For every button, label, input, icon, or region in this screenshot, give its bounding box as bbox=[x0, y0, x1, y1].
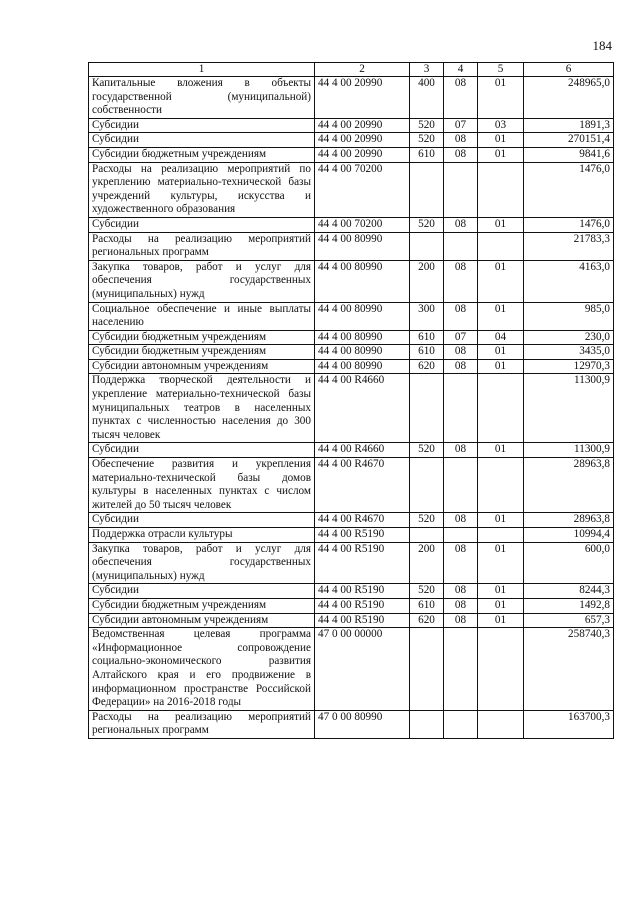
row-col4-cell: 08 bbox=[444, 302, 478, 330]
row-col4-cell: 08 bbox=[444, 359, 478, 374]
row-amount-cell: 163700,3 bbox=[524, 710, 614, 738]
header-col-2: 2 bbox=[315, 63, 410, 77]
row-col5-cell bbox=[478, 162, 524, 217]
row-col5-cell bbox=[478, 710, 524, 738]
header-col-3: 3 bbox=[410, 63, 444, 77]
row-amount-cell: 1476,0 bbox=[524, 217, 614, 232]
row-code-cell: 44 4 00 80990 bbox=[315, 345, 410, 360]
row-name-cell: Обеспечение развития и укрепления материально-технической базы домов культуры в населенных пунктах с числом жителей до 50 тысяч человек bbox=[89, 458, 315, 513]
row-col3-cell bbox=[410, 374, 444, 443]
row-amount-cell: 985,0 bbox=[524, 302, 614, 330]
row-amount-cell: 28963,8 bbox=[524, 513, 614, 528]
row-name-cell: Поддержка творческой деятельности и укрепление материально-технической базы муниципальных театров в населенных пунктах с численностью населения до 300 тысяч человек bbox=[89, 374, 315, 443]
row-col3-cell: 520 bbox=[410, 217, 444, 232]
row-name-cell: Расходы на реализацию мероприятий по укреплению материально-технической базы учреждений культуры, искусства и художественного образования bbox=[89, 162, 315, 217]
row-col3-cell: 610 bbox=[410, 345, 444, 360]
row-col3-cell: 400 bbox=[410, 77, 444, 119]
row-name-cell: Поддержка отрасли культуры bbox=[89, 528, 315, 543]
table-row bbox=[89, 542, 614, 584]
header-col-5: 5 bbox=[478, 63, 524, 77]
row-amount-cell: 258740,3 bbox=[524, 628, 614, 711]
row-col5-cell: 01 bbox=[478, 584, 524, 599]
row-col3-cell: 610 bbox=[410, 330, 444, 345]
row-col4-cell: 08 bbox=[444, 542, 478, 584]
row-amount-cell: 11300,9 bbox=[524, 374, 614, 443]
row-name-cell: Субсидии bbox=[89, 513, 315, 528]
row-code-cell: 44 4 00 80990 bbox=[315, 359, 410, 374]
row-amount-cell: 3435,0 bbox=[524, 345, 614, 360]
row-col4-cell bbox=[444, 232, 478, 260]
row-code-cell: 44 4 00 80990 bbox=[315, 260, 410, 302]
row-code-cell: 44 4 00 70200 bbox=[315, 217, 410, 232]
row-col3-cell bbox=[410, 458, 444, 513]
row-code-cell: 44 4 00 20990 bbox=[315, 147, 410, 162]
table-row bbox=[89, 710, 614, 738]
row-code-cell: 47 0 00 80990 bbox=[315, 710, 410, 738]
table-row bbox=[89, 232, 614, 260]
row-col4-cell: 08 bbox=[444, 133, 478, 148]
row-code-cell: 44 4 00 80990 bbox=[315, 232, 410, 260]
table-row bbox=[89, 260, 614, 302]
row-col3-cell: 520 bbox=[410, 513, 444, 528]
row-col3-cell bbox=[410, 528, 444, 543]
row-code-cell: 44 4 00 R4670 bbox=[315, 458, 410, 513]
row-amount-cell: 21783,3 bbox=[524, 232, 614, 260]
row-col5-cell: 01 bbox=[478, 513, 524, 528]
row-code-cell: 44 4 00 R4670 bbox=[315, 513, 410, 528]
row-code-cell: 44 4 00 80990 bbox=[315, 302, 410, 330]
row-code-cell: 44 4 00 R5190 bbox=[315, 584, 410, 599]
row-name-cell: Расходы на реализацию мероприятий региональных программ bbox=[89, 232, 315, 260]
row-name-cell: Субсидии бюджетным учреждениям bbox=[89, 330, 315, 345]
header-col-6: 6 bbox=[524, 63, 614, 77]
table-row bbox=[89, 628, 614, 711]
row-name-cell: Субсидии автономным учреждениям bbox=[89, 359, 315, 374]
row-col4-cell: 08 bbox=[444, 584, 478, 599]
row-col3-cell bbox=[410, 710, 444, 738]
row-col5-cell: 01 bbox=[478, 598, 524, 613]
page-number: 184 bbox=[592, 38, 612, 53]
row-col4-cell bbox=[444, 374, 478, 443]
row-col4-cell bbox=[444, 162, 478, 217]
row-col4-cell bbox=[444, 528, 478, 543]
row-col3-cell bbox=[410, 232, 444, 260]
row-code-cell: 47 0 00 00000 bbox=[315, 628, 410, 711]
row-col4-cell: 08 bbox=[444, 147, 478, 162]
row-col3-cell bbox=[410, 628, 444, 711]
row-amount-cell: 12970,3 bbox=[524, 359, 614, 374]
row-name-cell: Ведомственная целевая программа «Информационное сопровождение социально-экономического развития Алтайского края и его продвижение в информационном пространстве Российской Федерации» на 2016-2018 годы bbox=[89, 628, 315, 711]
table-row bbox=[89, 528, 614, 543]
row-name-cell: Субсидии bbox=[89, 133, 315, 148]
row-col5-cell: 01 bbox=[478, 613, 524, 628]
row-col5-cell bbox=[478, 528, 524, 543]
row-amount-cell: 657,3 bbox=[524, 613, 614, 628]
row-amount-cell: 230,0 bbox=[524, 330, 614, 345]
row-code-cell: 44 4 00 20990 bbox=[315, 133, 410, 148]
header-col-4: 4 bbox=[444, 63, 478, 77]
row-amount-cell: 270151,4 bbox=[524, 133, 614, 148]
row-col4-cell: 08 bbox=[444, 443, 478, 458]
row-amount-cell: 9841,6 bbox=[524, 147, 614, 162]
row-col3-cell: 200 bbox=[410, 260, 444, 302]
row-col4-cell: 08 bbox=[444, 217, 478, 232]
row-amount-cell: 1476,0 bbox=[524, 162, 614, 217]
row-col4-cell: 08 bbox=[444, 613, 478, 628]
row-col5-cell: 01 bbox=[478, 260, 524, 302]
row-code-cell: 44 4 00 20990 bbox=[315, 77, 410, 119]
row-col5-cell: 01 bbox=[478, 359, 524, 374]
row-name-cell: Закупка товаров, работ и услуг для обеспечения государственных (муниципальных) нужд bbox=[89, 260, 315, 302]
row-amount-cell: 4163,0 bbox=[524, 260, 614, 302]
budget-table bbox=[88, 62, 614, 739]
row-amount-cell: 28963,8 bbox=[524, 458, 614, 513]
table-body bbox=[89, 77, 614, 739]
row-name-cell: Субсидии автономным учреждениям bbox=[89, 613, 315, 628]
row-col4-cell bbox=[444, 458, 478, 513]
row-col3-cell bbox=[410, 162, 444, 217]
table-row bbox=[89, 359, 614, 374]
table-row bbox=[89, 217, 614, 232]
row-col5-cell bbox=[478, 628, 524, 711]
table-row bbox=[89, 598, 614, 613]
row-code-cell: 44 4 00 R4660 bbox=[315, 374, 410, 443]
row-col5-cell: 04 bbox=[478, 330, 524, 345]
row-col4-cell: 08 bbox=[444, 77, 478, 119]
row-col5-cell: 03 bbox=[478, 118, 524, 133]
table-row bbox=[89, 443, 614, 458]
row-name-cell: Субсидии bbox=[89, 443, 315, 458]
row-col3-cell: 520 bbox=[410, 133, 444, 148]
row-col3-cell: 620 bbox=[410, 613, 444, 628]
row-col3-cell: 620 bbox=[410, 359, 444, 374]
table-row bbox=[89, 77, 614, 119]
row-col4-cell: 08 bbox=[444, 345, 478, 360]
row-col3-cell: 300 bbox=[410, 302, 444, 330]
row-col4-cell bbox=[444, 628, 478, 711]
row-amount-cell: 248965,0 bbox=[524, 77, 614, 119]
row-name-cell: Субсидии bbox=[89, 584, 315, 599]
table-row bbox=[89, 330, 614, 345]
row-col5-cell bbox=[478, 232, 524, 260]
row-col3-cell: 610 bbox=[410, 147, 444, 162]
row-col4-cell: 08 bbox=[444, 598, 478, 613]
row-code-cell: 44 4 00 R4660 bbox=[315, 443, 410, 458]
table-row bbox=[89, 147, 614, 162]
row-code-cell: 44 4 00 R5190 bbox=[315, 542, 410, 584]
row-name-cell: Капитальные вложения в объекты государственной (муниципальной) собственности bbox=[89, 77, 315, 119]
row-col3-cell: 520 bbox=[410, 584, 444, 599]
row-code-cell: 44 4 00 20990 bbox=[315, 118, 410, 133]
table-row bbox=[89, 162, 614, 217]
row-col5-cell bbox=[478, 374, 524, 443]
row-amount-cell: 10994,4 bbox=[524, 528, 614, 543]
table-row bbox=[89, 458, 614, 513]
row-amount-cell: 1492,8 bbox=[524, 598, 614, 613]
row-amount-cell: 11300,9 bbox=[524, 443, 614, 458]
row-code-cell: 44 4 00 70200 bbox=[315, 162, 410, 217]
row-col5-cell bbox=[478, 458, 524, 513]
row-col3-cell: 200 bbox=[410, 542, 444, 584]
row-col3-cell: 610 bbox=[410, 598, 444, 613]
row-col4-cell: 08 bbox=[444, 513, 478, 528]
table-row bbox=[89, 374, 614, 443]
table-row bbox=[89, 613, 614, 628]
table-row bbox=[89, 584, 614, 599]
table-row bbox=[89, 345, 614, 360]
row-code-cell: 44 4 00 R5190 bbox=[315, 598, 410, 613]
row-col5-cell: 01 bbox=[478, 542, 524, 584]
row-code-cell: 44 4 00 R5190 bbox=[315, 528, 410, 543]
row-col4-cell: 07 bbox=[444, 118, 478, 133]
row-col3-cell: 520 bbox=[410, 443, 444, 458]
row-col5-cell: 01 bbox=[478, 345, 524, 360]
row-code-cell: 44 4 00 R5190 bbox=[315, 613, 410, 628]
row-amount-cell: 8244,3 bbox=[524, 584, 614, 599]
row-amount-cell: 600,0 bbox=[524, 542, 614, 584]
row-col5-cell: 01 bbox=[478, 443, 524, 458]
row-col5-cell: 01 bbox=[478, 217, 524, 232]
row-code-cell: 44 4 00 80990 bbox=[315, 330, 410, 345]
row-col5-cell: 01 bbox=[478, 77, 524, 119]
row-col3-cell: 520 bbox=[410, 118, 444, 133]
row-col4-cell bbox=[444, 710, 478, 738]
row-name-cell: Субсидии бюджетным учреждениям bbox=[89, 598, 315, 613]
table-row bbox=[89, 118, 614, 133]
row-col5-cell: 01 bbox=[478, 302, 524, 330]
header-row bbox=[89, 63, 614, 77]
table-row bbox=[89, 133, 614, 148]
table-row bbox=[89, 513, 614, 528]
row-name-cell: Субсидии бюджетным учреждениям bbox=[89, 147, 315, 162]
row-name-cell: Социальное обеспечение и иные выплаты населению bbox=[89, 302, 315, 330]
row-col4-cell: 07 bbox=[444, 330, 478, 345]
row-col4-cell: 08 bbox=[444, 260, 478, 302]
row-name-cell: Субсидии бюджетным учреждениям bbox=[89, 345, 315, 360]
row-name-cell: Расходы на реализацию мероприятий региональных программ bbox=[89, 710, 315, 738]
header-col-1: 1 bbox=[89, 63, 315, 77]
row-col5-cell: 01 bbox=[478, 133, 524, 148]
row-name-cell: Закупка товаров, работ и услуг для обеспечения государственных (муниципальных) нужд bbox=[89, 542, 315, 584]
table-row bbox=[89, 302, 614, 330]
row-col5-cell: 01 bbox=[478, 147, 524, 162]
row-name-cell: Субсидии bbox=[89, 217, 315, 232]
row-name-cell: Субсидии bbox=[89, 118, 315, 133]
row-amount-cell: 1891,3 bbox=[524, 118, 614, 133]
